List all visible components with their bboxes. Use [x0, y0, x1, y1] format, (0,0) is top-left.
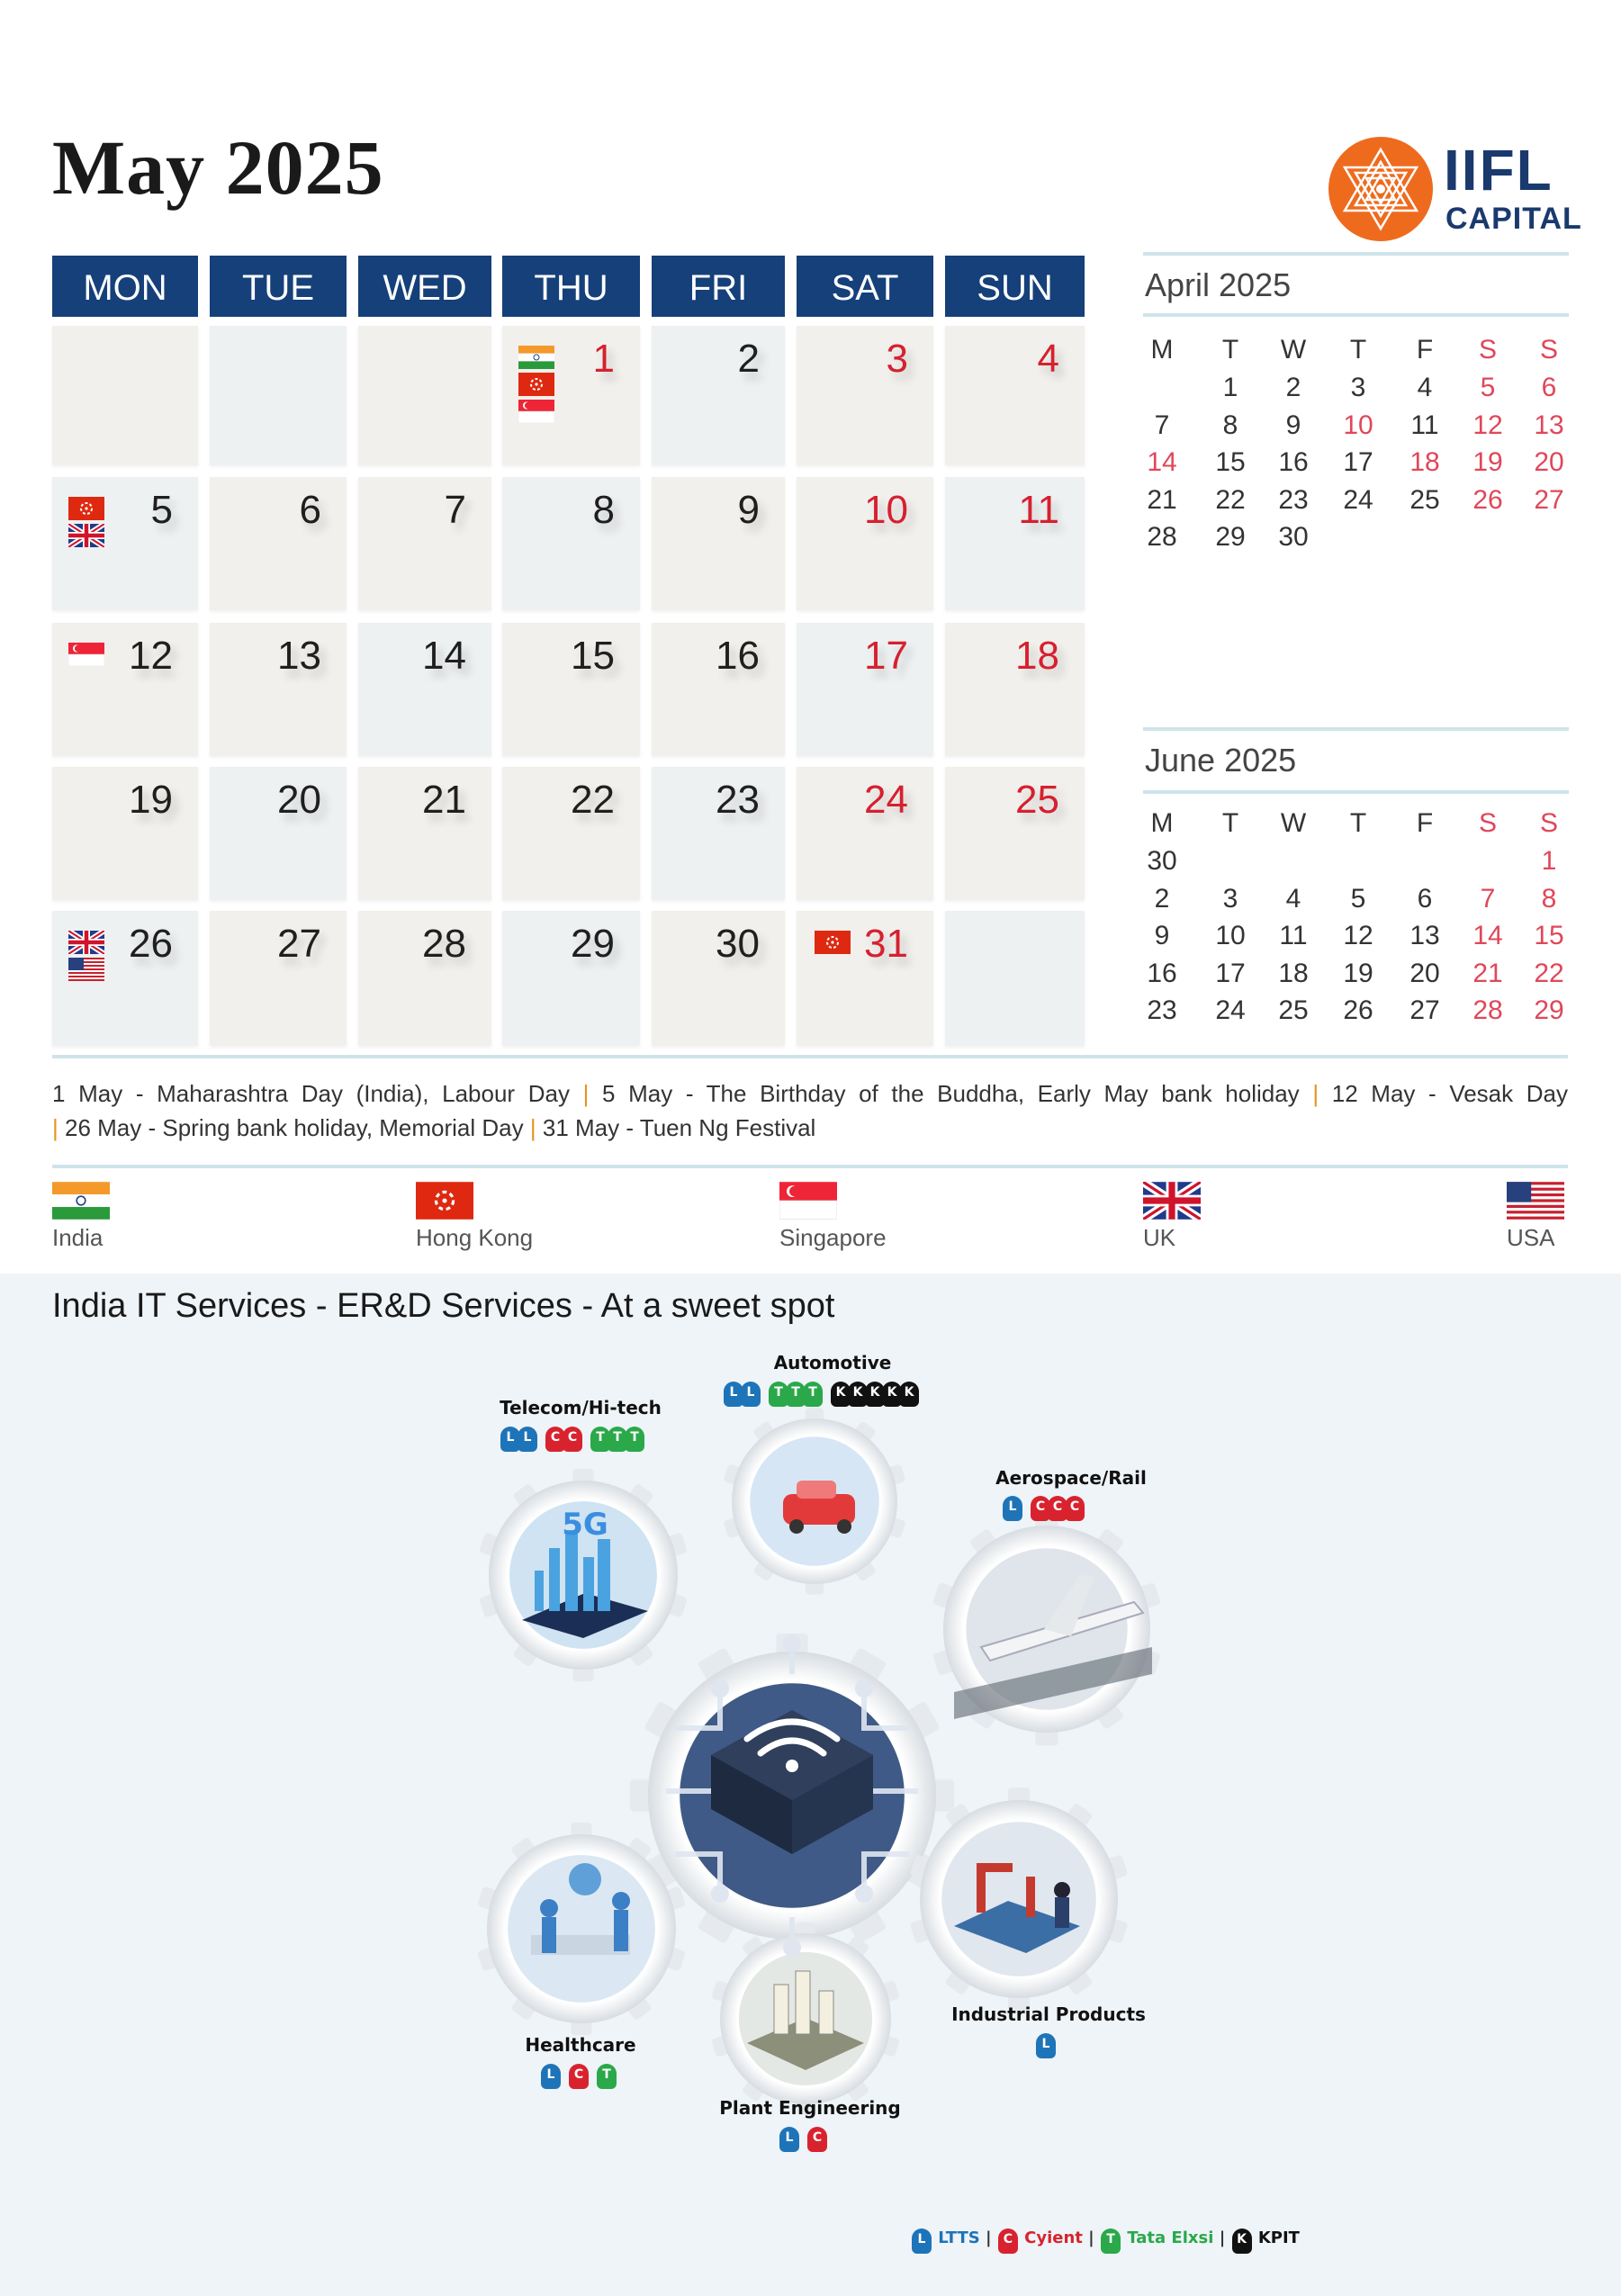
- day-cell[interactable]: [210, 477, 347, 610]
- day-cell[interactable]: [502, 623, 640, 756]
- mini-day[interactable]: 23: [1278, 484, 1309, 515]
- day-number: 12: [129, 634, 173, 678]
- mini-day[interactable]: 7: [1480, 883, 1496, 914]
- mini-day[interactable]: 22: [1534, 958, 1564, 988]
- cyient-person-icon: C: [1065, 1496, 1085, 1521]
- uk-flag-icon: [68, 931, 104, 954]
- day-number: 24: [864, 778, 908, 822]
- usa-flag-icon: [68, 958, 104, 981]
- tata-elxsi-person-icon: T: [590, 1427, 610, 1452]
- kpit-person-icon: K: [831, 1382, 851, 1407]
- day-cell[interactable]: [52, 477, 198, 610]
- mini-day[interactable]: 10: [1343, 410, 1373, 440]
- weekday-header-sun: SUN: [945, 256, 1085, 317]
- key-ltts: LTTS: [938, 2228, 980, 2247]
- mini-day[interactable]: 30: [1278, 522, 1309, 552]
- mini-day[interactable]: 20: [1534, 447, 1564, 477]
- sri-yantra-logo-icon: [1327, 135, 1435, 243]
- mini-day[interactable]: 24: [1215, 995, 1246, 1025]
- key-cyient: Cyient: [1024, 2228, 1083, 2247]
- mini-day[interactable]: 6: [1417, 883, 1433, 914]
- day-number: 3: [886, 337, 908, 381]
- kpit-person-icon: K: [899, 1382, 919, 1407]
- day-cell[interactable]: [945, 623, 1085, 756]
- logo-text-iifl: IIFL: [1444, 138, 1553, 203]
- mini-day[interactable]: 26: [1472, 484, 1503, 515]
- section-title: India IT Services - ER&D Services - At a sweet spot: [52, 1287, 835, 1325]
- holiday-entry: 31 May - Tuen Ng Festival: [542, 1114, 816, 1141]
- cyient-person-icon: C: [545, 1427, 565, 1452]
- mini-dow-label: T: [1349, 335, 1367, 365]
- mini-day[interactable]: 28: [1472, 995, 1503, 1025]
- company-badges: [545, 2064, 628, 2089]
- day-cell[interactable]: [358, 911, 491, 1046]
- day-cell[interactable]: [358, 477, 491, 610]
- weekday-header-sat: SAT: [797, 256, 933, 317]
- day-number: 31: [864, 922, 908, 966]
- day-number: 11: [1018, 488, 1059, 532]
- mini-dow-label: M: [1150, 808, 1174, 838]
- tata-elxsi-person-icon: T: [597, 2064, 617, 2089]
- singapore-flag-icon: [68, 643, 104, 666]
- ltts-person-icon: L: [741, 1382, 761, 1407]
- day-cell[interactable]: [502, 326, 640, 465]
- cyient-person-icon: C: [569, 2064, 589, 2089]
- india-flag-icon: [518, 346, 554, 369]
- day-number: 2: [737, 337, 760, 381]
- holiday-entry: 26 May - Spring bank holiday, Memorial Day: [65, 1114, 524, 1141]
- day-cell[interactable]: [797, 623, 933, 756]
- iifl-capital-logo: [1327, 135, 1582, 243]
- day-number: 26: [129, 922, 173, 966]
- 5g-label: 5G: [562, 1507, 608, 1543]
- weekday-header-thu: THU: [502, 256, 640, 317]
- weekday-header-mon: MON: [52, 256, 198, 317]
- day-cell[interactable]: [502, 477, 640, 610]
- mini-day[interactable]: 16: [1147, 958, 1177, 988]
- mini-day[interactable]: 17: [1343, 447, 1373, 477]
- mini-dow-label: S: [1478, 335, 1497, 365]
- kpit-person-icon: K: [865, 1382, 885, 1407]
- cyient-person-icon: C: [563, 1427, 582, 1452]
- india-flag-icon: [52, 1182, 110, 1220]
- day-number: 22: [571, 778, 615, 822]
- mini-day[interactable]: 6: [1541, 373, 1557, 402]
- day-cell[interactable]: [797, 767, 933, 900]
- mini-day[interactable]: 16: [1278, 447, 1309, 477]
- day-number: 7: [444, 488, 466, 532]
- tata-elxsi-person-icon: T: [769, 1382, 788, 1407]
- kpit-person-icon: K: [882, 1382, 902, 1407]
- mini-calendar-title: June 2025: [1145, 742, 1297, 779]
- mini-day[interactable]: 14: [1147, 447, 1177, 477]
- mini-day[interactable]: 9: [1285, 410, 1301, 440]
- mini-day[interactable]: 26: [1343, 995, 1373, 1025]
- mini-day[interactable]: 3: [1350, 373, 1366, 402]
- mini-day[interactable]: 5: [1350, 883, 1366, 914]
- mini-day[interactable]: 22: [1215, 484, 1246, 515]
- ltts-person-icon: L: [912, 2228, 932, 2254]
- day-cell[interactable]: [652, 326, 785, 465]
- usa-flag-icon: [1507, 1182, 1564, 1220]
- day-number: 4: [1037, 337, 1059, 381]
- day-cell[interactable]: [652, 767, 785, 900]
- mini-day[interactable]: 20: [1409, 958, 1440, 988]
- mini-day[interactable]: 15: [1215, 447, 1246, 477]
- cyient-person-icon: C: [807, 2127, 827, 2152]
- mini-day[interactable]: 9: [1154, 921, 1170, 950]
- mini-dow-label: S: [1539, 335, 1558, 365]
- day-number: 21: [422, 778, 466, 822]
- day-number: 13: [277, 634, 321, 678]
- divider: [1143, 252, 1569, 256]
- legend-label-hong-kong: Hong Kong: [416, 1224, 534, 1251]
- divider: [1143, 727, 1569, 731]
- day-number: 10: [864, 488, 908, 532]
- singapore-flag-icon: [518, 400, 554, 423]
- hong-kong-flag-icon: [68, 497, 104, 520]
- hong-kong-flag-icon: [518, 373, 554, 396]
- singapore-flag-icon: [779, 1182, 837, 1220]
- day-cell[interactable]: [797, 477, 933, 610]
- mini-day[interactable]: 3: [1222, 883, 1238, 914]
- mini-day[interactable]: 23: [1147, 995, 1177, 1025]
- mini-day[interactable]: 27: [1534, 484, 1564, 515]
- tata-elxsi-person-icon: T: [1101, 2228, 1121, 2254]
- mini-dow-label: S: [1539, 808, 1558, 838]
- mini-day[interactable]: 4: [1417, 373, 1433, 402]
- day-number: 6: [299, 488, 321, 532]
- mini-day[interactable]: 8: [1222, 410, 1238, 440]
- day-number: 17: [864, 634, 908, 678]
- ltts-person-icon: L: [724, 1382, 743, 1407]
- company-badges: [727, 1382, 931, 1407]
- mini-day[interactable]: 11: [1279, 921, 1308, 950]
- day-number: 15: [571, 634, 615, 678]
- mini-day[interactable]: 5: [1480, 373, 1496, 402]
- company-key: L LTTS | C Cyient | T Tata Elxsi | K KPIT: [911, 2228, 1300, 2254]
- mini-day[interactable]: 4: [1285, 883, 1301, 914]
- weekday-header-fri: FRI: [652, 256, 785, 317]
- mini-dow-label: F: [1416, 335, 1434, 365]
- mini-day[interactable]: 12: [1472, 410, 1503, 440]
- mini-day[interactable]: 25: [1409, 484, 1440, 515]
- mini-day[interactable]: 8: [1541, 883, 1557, 914]
- day-number: 9: [737, 488, 760, 532]
- mini-day[interactable]: 21: [1472, 958, 1503, 988]
- mini-day[interactable]: 28: [1147, 522, 1177, 552]
- company-badges: [1006, 1496, 1096, 1521]
- day-cell[interactable]: [52, 326, 198, 465]
- mini-day[interactable]: 24: [1343, 484, 1373, 515]
- divider: [52, 1165, 1568, 1168]
- mini-day[interactable]: 25: [1278, 995, 1309, 1025]
- mini-day[interactable]: 12: [1343, 921, 1373, 950]
- hong-kong-flag-icon: [416, 1182, 473, 1220]
- uk-flag-icon: [1143, 1182, 1201, 1220]
- day-number: 20: [277, 778, 321, 822]
- mini-day[interactable]: 1: [1222, 373, 1238, 402]
- mini-dow-label: S: [1478, 808, 1497, 838]
- hub-label-plant: Plant Engineering: [719, 2097, 901, 2119]
- hub-label-industrial: Industrial Products: [951, 2003, 1146, 2025]
- mini-day[interactable]: 27: [1409, 995, 1440, 1025]
- weekday-header-tue: TUE: [210, 256, 347, 317]
- ltts-person-icon: L: [1003, 1496, 1022, 1521]
- day-cell[interactable]: [945, 911, 1085, 1046]
- legend-label-india: India: [52, 1224, 104, 1251]
- tata-elxsi-person-icon: T: [803, 1382, 823, 1407]
- day-number: 19: [129, 778, 173, 822]
- mini-day[interactable]: 21: [1147, 484, 1177, 515]
- day-number: 14: [422, 634, 466, 678]
- mini-day[interactable]: 19: [1343, 958, 1373, 988]
- hub-label-aerospace: Aerospace/Rail: [995, 1467, 1147, 1489]
- mini-dow-label: T: [1221, 808, 1239, 838]
- ltts-person-icon: L: [500, 1427, 520, 1452]
- day-cell[interactable]: [210, 326, 347, 465]
- kpit-person-icon: K: [1232, 2228, 1252, 2254]
- day-number: 5: [150, 488, 173, 532]
- day-number: 23: [716, 778, 760, 822]
- ltts-person-icon: L: [1036, 2033, 1056, 2058]
- mini-day[interactable]: 10: [1215, 921, 1246, 950]
- mini-day[interactable]: 30: [1147, 846, 1177, 876]
- legend-label-usa: USA: [1507, 1224, 1555, 1251]
- day-number: 1: [592, 337, 615, 381]
- kpit-person-icon: K: [848, 1382, 868, 1407]
- day-number: 29: [571, 922, 615, 966]
- mini-day[interactable]: 13: [1534, 410, 1564, 440]
- day-number: 18: [1015, 634, 1059, 678]
- ltts-person-icon: L: [779, 2127, 799, 2152]
- legend-label-uk: UK: [1143, 1224, 1176, 1251]
- day-cell[interactable]: [797, 326, 933, 465]
- hub-label-automotive: Automotive: [773, 1352, 892, 1373]
- hong-kong-flag-icon: [815, 931, 851, 954]
- cyient-person-icon: C: [1031, 1496, 1050, 1521]
- day-number: 25: [1015, 778, 1059, 822]
- mini-dow-label: F: [1416, 808, 1434, 838]
- logo-text-capital: CAPITAL: [1445, 202, 1582, 236]
- page-title: May 2025: [52, 124, 384, 211]
- ltts-person-icon: L: [518, 1427, 537, 1452]
- mini-day[interactable]: 17: [1215, 958, 1246, 988]
- key-kpit: KPIT: [1257, 2228, 1300, 2247]
- day-cell[interactable]: [502, 767, 640, 900]
- day-cell[interactable]: [358, 623, 491, 756]
- day-number: 30: [716, 922, 760, 966]
- day-cell[interactable]: [210, 623, 347, 756]
- day-number: 8: [592, 488, 615, 532]
- company-badges: [783, 2127, 839, 2152]
- tata-elxsi-person-icon: T: [608, 1427, 627, 1452]
- day-cell[interactable]: [945, 326, 1085, 465]
- day-cell[interactable]: [210, 767, 347, 900]
- holiday-entry: 5 May - The Birthday of the Buddha, Early May bank holiday: [602, 1080, 1300, 1107]
- mini-day[interactable]: 13: [1409, 921, 1440, 950]
- mini-day[interactable]: 29: [1215, 522, 1246, 552]
- divider: [52, 1055, 1568, 1058]
- day-cell[interactable]: [945, 477, 1085, 610]
- holiday-entry: 1 May - Maharashtra Day (India), Labour Day: [52, 1080, 570, 1107]
- mini-day[interactable]: 18: [1278, 958, 1309, 988]
- day-cell[interactable]: [52, 767, 198, 900]
- mini-day[interactable]: 2: [1154, 883, 1170, 914]
- mini-dow-label: W: [1280, 335, 1307, 365]
- mini-calendar-title: April 2025: [1145, 266, 1292, 303]
- mini-day[interactable]: 11: [1410, 410, 1439, 440]
- mini-day[interactable]: 14: [1472, 921, 1503, 950]
- cyient-person-icon: C: [998, 2228, 1018, 2254]
- day-number: 28: [422, 922, 466, 966]
- hub-label-telecom: Telecom/Hi-tech: [500, 1397, 662, 1418]
- mini-dow-label: T: [1221, 335, 1239, 365]
- day-cell[interactable]: [52, 911, 198, 1046]
- mini-day[interactable]: 1: [1541, 846, 1557, 876]
- company-badges: [504, 1427, 656, 1452]
- legend-label-singapore: Singapore: [779, 1224, 887, 1251]
- mini-day[interactable]: 7: [1154, 410, 1170, 440]
- mini-dow-label: W: [1280, 808, 1307, 838]
- hub-label-healthcare: Healthcare: [525, 2034, 636, 2056]
- mini-day[interactable]: 18: [1409, 447, 1440, 477]
- ltts-person-icon: L: [541, 2064, 561, 2089]
- holiday-list: 1 May - Maharashtra Day (India), Labour Day | 5 May - The Birthday of the Buddha, Early May bank holiday | 12 May - Vesak Day | 26 May - Spring bank holiday, Memorial Day | 31 May - Tuen Ng Festival: [52, 1080, 1569, 1141]
- mini-day[interactable]: 19: [1472, 447, 1503, 477]
- healthcare-gear: [477, 1823, 686, 2035]
- holiday-entry: 12 May - Vesak Day: [1331, 1080, 1569, 1107]
- mini-day[interactable]: 29: [1534, 995, 1564, 1025]
- day-number: 16: [716, 634, 760, 678]
- uk-flag-icon: [68, 524, 104, 547]
- day-cell[interactable]: [945, 767, 1085, 900]
- day-cell[interactable]: [358, 767, 491, 900]
- day-cell[interactable]: [358, 326, 491, 465]
- day-cell[interactable]: [652, 623, 785, 756]
- mini-day[interactable]: 2: [1285, 373, 1301, 402]
- tata-elxsi-person-icon: T: [625, 1427, 644, 1452]
- day-cell[interactable]: [502, 911, 640, 1046]
- day-cell[interactable]: [210, 911, 347, 1046]
- industrial-products-gear: [909, 1787, 1128, 2011]
- mini-dow-label: T: [1349, 808, 1367, 838]
- divider: [1143, 790, 1569, 794]
- day-cell[interactable]: [52, 623, 198, 756]
- mini-dow-label: M: [1150, 335, 1174, 365]
- day-cell[interactable]: [797, 911, 933, 1046]
- mini-day[interactable]: 15: [1534, 921, 1564, 950]
- day-cell[interactable]: [652, 911, 785, 1046]
- tata-elxsi-person-icon: T: [786, 1382, 806, 1407]
- company-badges: [1040, 2033, 1067, 2058]
- weekday-header-wed: WED: [358, 256, 491, 317]
- day-number: 27: [277, 922, 321, 966]
- key-tata-elxsi: Tata Elxsi: [1127, 2228, 1214, 2247]
- day-cell[interactable]: [652, 477, 785, 610]
- divider: [1143, 313, 1569, 317]
- cyient-person-icon: C: [1048, 1496, 1067, 1521]
